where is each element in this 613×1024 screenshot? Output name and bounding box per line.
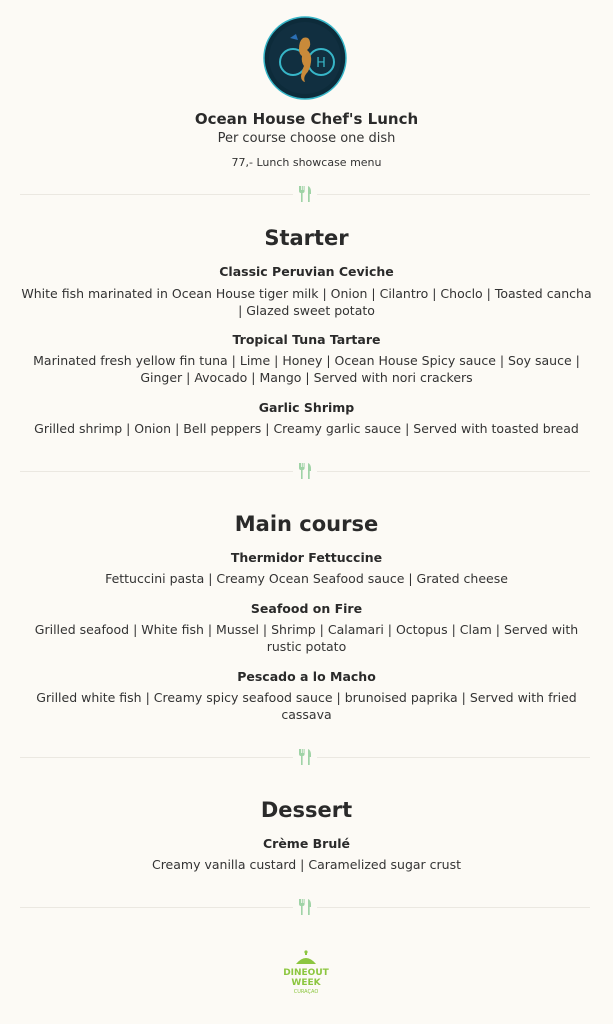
dish-description: Grilled seafood | White fish | Mussel | Shrimp | Calamari | Octopus | Clam | Served with rustic potato — [34, 622, 579, 654]
section-title-main-course: Main course — [234, 512, 379, 536]
section-divider — [20, 463, 590, 479]
dish-name: Seafood on Fire — [250, 601, 363, 616]
fork-knife-icon — [298, 186, 312, 202]
dish-name: Classic Peruvian Ceviche — [219, 264, 394, 279]
fork-knife-icon — [298, 749, 312, 765]
section-title-starter: Starter — [264, 226, 349, 250]
fork-knife-icon — [298, 899, 312, 915]
section-divider — [20, 186, 590, 202]
badge-line-1: DINEOUT — [283, 968, 329, 978]
price-line: 77,- Lunch showcase menu — [231, 156, 382, 169]
dish-name: Crème Brulé — [262, 836, 351, 851]
section-divider — [20, 749, 590, 765]
section-title-dessert: Dessert — [260, 798, 353, 822]
fork-knife-icon — [298, 463, 312, 479]
dish-name: Thermidor Fettuccine — [230, 550, 383, 565]
dineout-week-badge — [279, 950, 333, 1000]
dish-name: Pescado a lo Macho — [237, 669, 376, 684]
dish-description: Creamy vanilla custard | Caramelized sugar crust — [151, 857, 462, 872]
section-divider — [20, 899, 590, 915]
ocean-house-logo — [263, 16, 347, 100]
dish-name: Garlic Shrimp — [258, 400, 355, 415]
svg-text:H: H — [316, 56, 326, 71]
dish-description: White fish marinated in Ocean House tiger milk | Onion | Cilantro | Choclo | Toasted cancha | Glazed sweet potato — [21, 286, 592, 318]
badge-line-2: WEEK — [291, 978, 321, 988]
badge-line-3: CURAÇAO — [293, 989, 319, 995]
dish-name: Tropical Tuna Tartare — [232, 332, 381, 347]
dish-description: Fettuccini pasta | Creamy Ocean Seafood sauce | Grated cheese — [105, 571, 508, 586]
dish-description: Marinated fresh yellow fin tuna | Lime | Honey | Ocean House Spicy sauce | Soy sauce | Ginger | Avocado | Mango | Served with nori crackers — [33, 353, 580, 385]
menu-subtitle: Per course choose one dish — [217, 131, 396, 146]
menu-title: Ocean House Chef's Lunch — [194, 110, 419, 128]
dish-description: Grilled white fish | Creamy spicy seafood sauce | brunoised paprika | Served with fried cassava — [36, 690, 577, 722]
dish-description: Grilled shrimp | Onion | Bell peppers | Creamy garlic sauce | Served with toasted bread — [34, 421, 579, 436]
